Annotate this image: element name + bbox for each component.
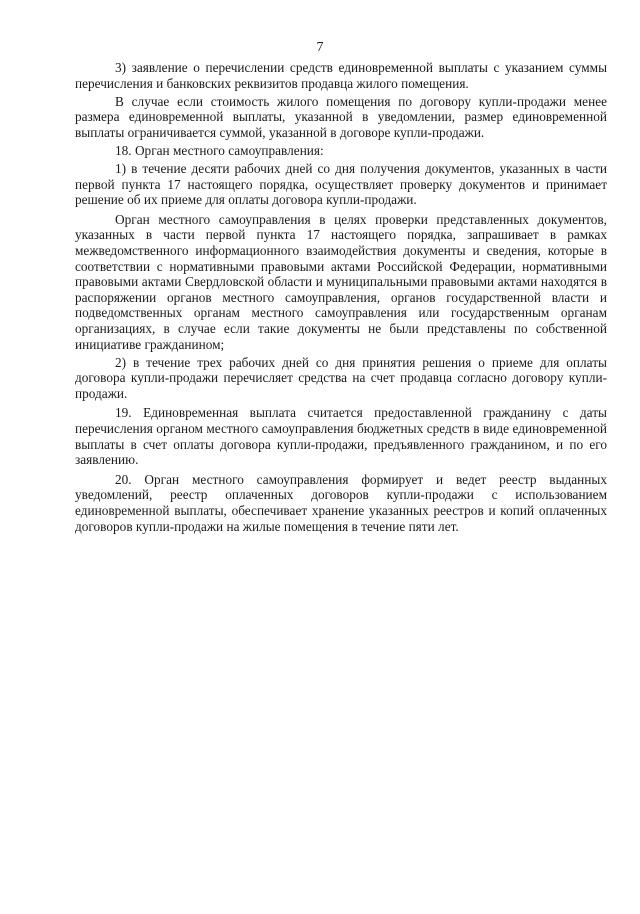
page-number: 7 xyxy=(316,40,324,55)
paragraph-section-18-heading: 18. Орган местного самоуправления: xyxy=(115,142,324,158)
paragraph-18-item-2: 2) в течение трех рабочих дней со дня принятия решения о приеме для оплаты договора купли-продажи перечисляет средства на счет продавца согласно договору купли-продажи. xyxy=(75,354,607,401)
paragraph-18-item-1: 1) в течение десяти рабочих дней со дня получения документов, указанных в части первой пункта 17 настоящего порядка, осуществляет проверку документов и принимает решение об их приеме для оплаты договора купли-продажи. xyxy=(75,161,607,208)
paragraph-item-3-application: 3) заявление о перечислении средств единовременной выплаты с указанием суммы перечисления и банковских реквизитов продавца жилого помещения. xyxy=(75,60,607,91)
paragraph-cost-limit: В случае если стоимость жилого помещения по договору купли-продажи менее размера единовременной выплаты, указанной в уведомлении, размер единовременной выплаты ограничивается суммой, указанной в договоре купли-продажи. xyxy=(75,93,607,140)
paragraph-interagency-requests: Орган местного самоуправления в целях проверки представленных документов, указанных в части первой пункта 17 настоящего порядка, запрашивает в рамках межведомственного информационного взаимодействия документы и сведения, которые в соответствии с нормативными правовыми актами Российской Федерации, нормативными правовыми актами Свердловской области и муниципальными правовыми актами находятся в распоряжении органов местного самоуправления, органов государственной власти и подведомственных органам местного самоуправления или государственным органам организациях, в случае если такие документы не были представлены по собственной инициативе гражданином; xyxy=(75,211,607,352)
paragraph-section-19: 19. Единовременная выплата считается предоставленной гражданину с даты перечисления органом местного самоуправления бюджетных средств в виде единовременной выплаты в счет оплаты договора купли-продажи, предъявленного гражданином, и по его заявлению. xyxy=(75,405,607,468)
paragraph-section-20: 20. Орган местного самоуправления формирует и ведет реестр выданных уведомлений, реестр оплаченных договоров купли-продажи с использованием единовременной выплаты, обеспечивает хранение указанных реестров и копий оплаченных договоров купли-продажи на жилые помещения в течение пяти лет. xyxy=(75,471,607,534)
document-body xyxy=(75,60,607,537)
